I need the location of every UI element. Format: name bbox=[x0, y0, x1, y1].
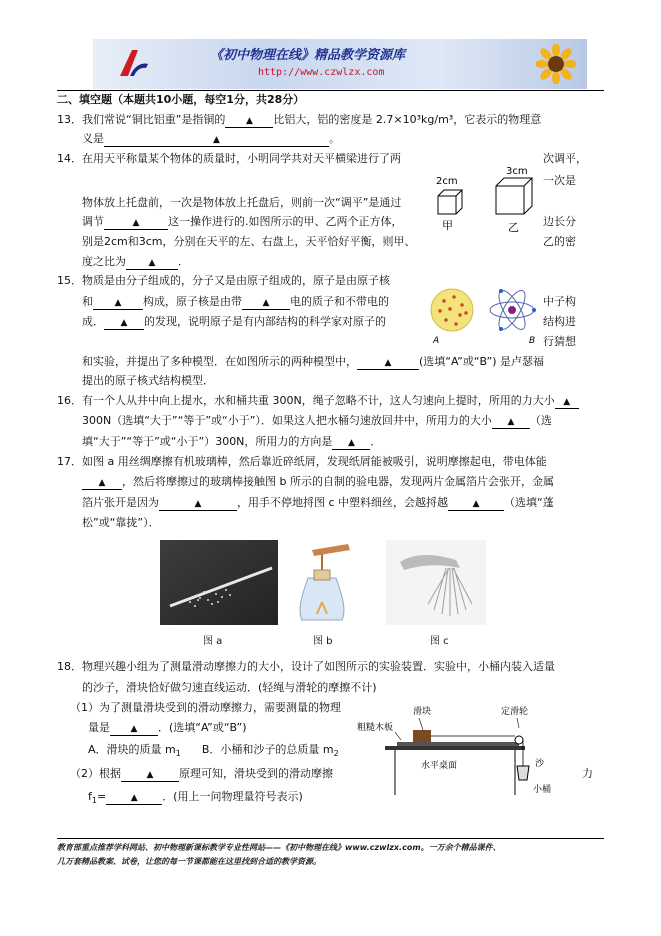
q17-blank-3[interactable] bbox=[448, 499, 504, 511]
option-b bbox=[201, 743, 339, 759]
q15-blank-1[interactable] bbox=[93, 298, 143, 310]
q15-text-3a: 成． bbox=[82, 315, 104, 328]
q18-text-p1b-b: ．(选填“A”或“B”) bbox=[158, 721, 247, 734]
q17-text-3c: （选填“蓬 bbox=[504, 496, 554, 509]
rough-board bbox=[397, 742, 519, 746]
question-15-line-3-right: 结构进 bbox=[543, 315, 576, 328]
q18-text-p3b: = bbox=[96, 790, 107, 803]
question-18-part-2 bbox=[70, 767, 333, 782]
question-14-line-1: 14．在用天平称量某个物体的质量时，小明同学共对天平横梁进行了两 bbox=[57, 152, 401, 165]
question-15-line-2 bbox=[82, 295, 389, 310]
question-13-line-2 bbox=[82, 132, 340, 147]
q16-text-1: 16．有一个人从井中向上提水，水和桶共重 300N，绳子忽略不计，这人匀速向上提时，所用的力大小 bbox=[57, 394, 555, 407]
label-bucket: 小桶 bbox=[533, 785, 552, 795]
blank-mark: ▲ bbox=[132, 218, 140, 228]
q16-blank-1[interactable] bbox=[555, 397, 579, 409]
question-13-line-1 bbox=[57, 113, 541, 128]
q14-blank-1[interactable] bbox=[104, 218, 168, 230]
q13-text-2: 义是 bbox=[82, 132, 104, 145]
q18-text-p3a: f bbox=[88, 790, 92, 803]
q15-text-2b: 构成，原子核是由带 bbox=[143, 295, 242, 308]
q15-text-4b: (选填“A”或“B”) 是卢瑟福 bbox=[419, 355, 544, 368]
question-17-line-2 bbox=[82, 475, 554, 490]
model-a-label: A bbox=[433, 336, 440, 345]
q15-text-2c: 电的质子和不带电的 bbox=[290, 295, 389, 308]
photo-b-electroscope bbox=[290, 540, 355, 625]
banner-title: 《初中物理在线》精品教学资源库 bbox=[210, 48, 406, 63]
q17-text-3a: 箔片张开是因为 bbox=[82, 496, 159, 509]
nucleus bbox=[508, 306, 516, 314]
atom-models-figure bbox=[428, 283, 543, 345]
blank-mark: ▲ bbox=[213, 135, 220, 145]
question-18-part-3 bbox=[88, 790, 303, 808]
blank-mark: ▲ bbox=[507, 417, 515, 427]
q14-text-3b: 这一操作进行的.如图所示的甲、乙两个正方体， bbox=[168, 215, 403, 228]
cube-big-label: 3cm bbox=[506, 166, 528, 177]
blank-mark: ▲ bbox=[262, 298, 270, 308]
blank-mark: ▲ bbox=[472, 499, 480, 509]
question-15-line-4 bbox=[82, 355, 544, 370]
q15-blank-3[interactable] bbox=[104, 318, 144, 330]
option-b-sub: 2 bbox=[333, 749, 339, 759]
question-14-line-1-right-2: 一次是 bbox=[543, 174, 576, 187]
q15-text-4a: 和实验，并提出了多种模型．在如图所示的两种模型中， bbox=[82, 355, 357, 368]
label-pulley: 定滑轮 bbox=[501, 707, 529, 717]
question-17-line-4: 松”或“靠拢”）． bbox=[82, 516, 160, 529]
blank-mark: ▲ bbox=[347, 438, 355, 448]
photo-c-plastic-strips bbox=[386, 540, 486, 625]
q17-text-2b: ，然后将摩擦过的玻璃棒接触图 b 所示的自制的验电器，发现两片金属箔片会张开，金属 bbox=[122, 475, 554, 488]
q18-blank-3[interactable] bbox=[106, 793, 162, 805]
q18-text-p1b-a: 量是 bbox=[88, 721, 110, 734]
sunflower-icon bbox=[536, 44, 576, 84]
q16-text-3b: ． bbox=[370, 435, 382, 448]
label-desk: 水平桌面 bbox=[421, 761, 458, 771]
q16-text-2: 300N（选填“大于”“等于”或“小于”）．如果这人把水桶匀速放回井中，所用力的大小 bbox=[82, 414, 492, 427]
blank-mark: ▲ bbox=[130, 793, 138, 803]
question-17-line-1 bbox=[57, 455, 547, 469]
q15-blank-2[interactable] bbox=[242, 298, 290, 310]
question-14-line-5 bbox=[82, 255, 189, 270]
q17-blank-1[interactable] bbox=[82, 478, 122, 490]
label-board: 粗糙木板 bbox=[357, 723, 394, 733]
cube-big bbox=[496, 178, 532, 214]
blank-mark: ▲ bbox=[114, 298, 122, 308]
header-rule bbox=[57, 90, 604, 91]
q17-blank-2[interactable] bbox=[159, 499, 237, 511]
question-16-line-3 bbox=[82, 435, 381, 450]
q13-blank-1[interactable] bbox=[225, 116, 273, 128]
question-14-line-3 bbox=[82, 215, 403, 230]
question-14-line-3-right: 边长分 bbox=[543, 215, 576, 228]
question-15-line-5: 提出的原子核式结构模型． bbox=[82, 374, 214, 387]
q16-text-3a: 填“大于”“等于”或“小于”）300N，所用力的方向是 bbox=[82, 435, 333, 448]
question-18-part-1: （1）为了测量滑块受到的滑动摩擦力，需要测量的物理 bbox=[70, 701, 341, 714]
q13-text: 13．我们常说“铜比铝重”是指铜的 bbox=[57, 113, 226, 126]
q17-text-1: 17．如图 a 用丝绸摩擦有机玻璃棒，然后靠近碎纸屑，发现纸屑能被吸引，说明摩擦起电，带电体能 bbox=[57, 455, 547, 468]
question-14-line-4: 别是2cm和3cm，分别在天平的左、右盘上，天平恰好平衡，则甲、 bbox=[82, 235, 416, 248]
question-18-line-2: 的沙子，滑块恰好做匀速直线运动．(轻绳与滑轮的摩擦不计) bbox=[82, 681, 377, 694]
question-14-line-2: 物体放上托盘前，一次是物体放上托盘后，则前一次“调平”是通过 bbox=[82, 196, 402, 209]
question-18-options bbox=[88, 743, 339, 761]
q16-blank-3[interactable] bbox=[332, 438, 370, 450]
blank-mark: ▲ bbox=[384, 358, 392, 368]
blank-mark: ▲ bbox=[98, 478, 106, 488]
footer-rule bbox=[57, 838, 604, 839]
q15-text-3b: 的发现，说明原子是有内部结构的科学家对原子的 bbox=[144, 315, 386, 328]
q18-text-p2b: 原理可知，滑块受到的滑动摩擦 bbox=[179, 767, 333, 780]
question-18-part-2-right: 力 bbox=[582, 767, 593, 780]
q15-text-2a: 和 bbox=[82, 295, 93, 308]
q18-blank-1[interactable] bbox=[110, 724, 158, 736]
q16-blank-2[interactable] bbox=[492, 417, 530, 429]
cube-small bbox=[438, 190, 462, 214]
q13-blank-2[interactable] bbox=[104, 135, 329, 147]
question-14-line-1-right: 次调平， bbox=[543, 152, 587, 165]
option-a-sub: 1 bbox=[175, 749, 181, 759]
q17-text-3b: ，用手不停地捋图 c 中塑料细丝，会越捋越 bbox=[237, 496, 449, 509]
q18-text-p2a: （2）根据 bbox=[70, 767, 121, 780]
footer-line-2: 几万套精品教案、试卷，让您的每一节课都能在这里找到合适的教学资源。 bbox=[57, 857, 321, 866]
bucket bbox=[517, 766, 529, 780]
q18-text-p3c: ．(用上一问物理量符号表示) bbox=[162, 790, 303, 803]
blank-mark: ▲ bbox=[194, 499, 202, 509]
q13-text-mid: 比铝大，铝的密度是 2.7×10³kg/m³，它表示的物理意 bbox=[273, 113, 542, 126]
section-heading: 二、填空题（本题共10小题，每空1分，共28分） bbox=[57, 93, 305, 106]
question-15-line-3-right-2: 行猜想 bbox=[543, 335, 576, 348]
blank-mark: ▲ bbox=[245, 116, 253, 126]
banner-url[interactable]: http://www.czwlzx.com bbox=[258, 67, 385, 78]
cube-small-label: 2cm bbox=[436, 176, 458, 187]
blank-mark: ▲ bbox=[148, 258, 156, 268]
q18-text-p3sub: 1 bbox=[91, 796, 97, 806]
model-b-label: B bbox=[529, 336, 536, 345]
q14-blank-2[interactable] bbox=[126, 258, 178, 270]
caption-b: 图 b bbox=[313, 636, 333, 647]
plum-pudding-model bbox=[431, 289, 473, 331]
option-a-text: A．滑块的质量 m bbox=[88, 743, 176, 756]
blank-mark: ▲ bbox=[563, 397, 571, 407]
q15-blank-4[interactable] bbox=[357, 358, 419, 370]
option-b-text: B．小桶和沙子的总质量 m bbox=[201, 743, 334, 756]
option-a bbox=[88, 743, 181, 759]
caption-a: 图 a bbox=[203, 636, 223, 647]
blank-mark: ▲ bbox=[146, 770, 154, 780]
label-slider: 滑块 bbox=[413, 707, 432, 717]
question-16-line-2 bbox=[82, 414, 552, 429]
q13-end: 。 bbox=[329, 132, 340, 145]
desk-top bbox=[385, 746, 525, 750]
question-18-line-1: 18．物理兴趣小组为了测量滑动摩擦力的大小，设计了如图所示的实验装置．实验中，小桶内装入适量 bbox=[57, 660, 555, 673]
q14-text-5a: 度之比为 bbox=[82, 255, 126, 268]
site-logo bbox=[116, 46, 150, 80]
question-15-line-3 bbox=[82, 315, 386, 330]
question-15-line-2-right: 中子构 bbox=[543, 295, 576, 308]
question-14-line-4-right: 乙的密 bbox=[543, 235, 576, 248]
blank-mark: ▲ bbox=[120, 318, 128, 328]
question-18-part-1-line-2 bbox=[88, 721, 247, 736]
friction-apparatus-figure bbox=[355, 700, 565, 800]
question-16-line-1 bbox=[57, 394, 579, 409]
pulley bbox=[515, 736, 523, 744]
slider-block bbox=[413, 730, 431, 742]
question-17-line-3 bbox=[82, 496, 554, 511]
caption-c: 图 c bbox=[430, 636, 449, 647]
q14-text-3a: 调节 bbox=[82, 215, 104, 228]
cube-big-name: 乙 bbox=[508, 221, 519, 234]
label-sand: 沙 bbox=[535, 759, 545, 769]
cubes-figure bbox=[428, 160, 543, 235]
cube-small-name: 甲 bbox=[442, 219, 453, 232]
blank-mark: ▲ bbox=[130, 724, 138, 734]
photo-a bbox=[160, 540, 278, 625]
question-15-line-1: 15．物质是由分子组成的，分子又是由原子组成的，原子是由原子核 bbox=[57, 274, 390, 287]
q18-blank-2[interactable] bbox=[121, 770, 179, 782]
q14-text-5b: ． bbox=[178, 255, 189, 268]
footer-line-1: 教育部重点推荐学科网站、初中物理新课标教学专业性网站——《初中物理在线》www.czwlzx.com。一万余个精品课件、 bbox=[57, 843, 501, 852]
q16-text-2r: （选 bbox=[529, 414, 552, 427]
